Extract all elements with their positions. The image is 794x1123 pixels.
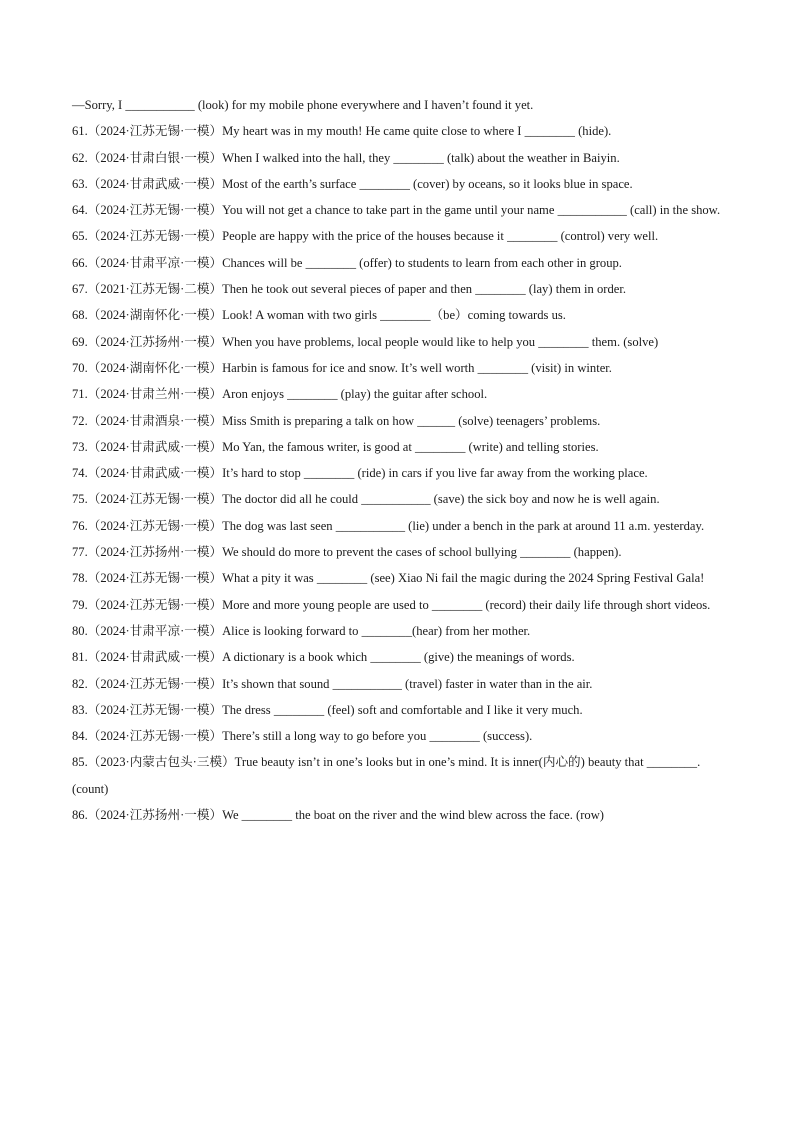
- exercise-item-68: 68.（2024·湖南怀化·一模）Look! A woman with two girls ________（be）coming towards us.: [72, 308, 566, 323]
- exercise-item-66: 66.（2024·甘肃平凉·一模）Chances will be ________ (offer) to students to learn from each other in group.: [72, 255, 622, 270]
- exercise-item-70: 70.（2024·湖南怀化·一模）Harbin is famous for ice and snow. It’s well worth ________ (visit) in winter.: [72, 360, 612, 375]
- exercise-item-83: 83.（2024·江苏无锡·一模）The dress ________ (feel) soft and comfortable and I like it very much.: [72, 702, 583, 717]
- exercise-item-80: 80.（2024·甘肃平凉·一模）Alice is looking forward to ________(hear) from her mother.: [72, 623, 531, 638]
- exercise-item-73: 73.（2024·甘肃武威·一模）Mo Yan, the famous writer, is good at ________ (write) and telling stories.: [72, 439, 599, 454]
- exercise-item-74: 74.（2024·甘肃武威·一模）It’s hard to stop ________ (ride) in cars if you live far away from the working place.: [72, 466, 648, 481]
- exercise-item-76: 76.（2024·江苏无锡·一模）The dog was last seen ___________ (lie) under a bench in the park at around 11 a.m. yesterday.: [72, 518, 705, 533]
- exercise-item-77: 77.（2024·江苏扬州·一模）We should do more to prevent the cases of school bullying ________ (happen).: [72, 545, 622, 560]
- exercise-line: —Sorry, I ___________ (look) for my mobile phone everywhere and I haven’t found it yet.: [72, 98, 534, 112]
- exercise-item-63: 63.（2024·甘肃武威·一模）Most of the earth’s surface ________ (cover) by oceans, so it looks blue in space.: [72, 176, 633, 191]
- exercise-item-82: 82.（2024·江苏无锡·一模）It’s shown that sound ___________ (travel) faster in water than in the air.: [72, 676, 593, 691]
- exercise-item-85: 85.（2023·内蒙古包头·三模）True beauty isn’t in one’s looks but in one’s mind. It is inner(内心的) beauty that ________. (count): [72, 755, 701, 796]
- exercise-item-86: 86.（2024·江苏扬州·一模）We ________ the boat on the river and the wind blew across the face. (row): [72, 808, 604, 823]
- exercise-item-65: 65.（2024·江苏无锡·一模）People are happy with the price of the houses because it ________ (control) very well.: [72, 229, 659, 244]
- exercise-item-72: 72.（2024·甘肃酒泉·一模）Miss Smith is preparing a talk on how ______ (solve) teenagers’ problems.: [72, 413, 601, 428]
- exercise-item-64: 64.（2024·江苏无锡·一模）You will not get a chance to take part in the game until your name ___________ (call) in the show.: [72, 203, 721, 218]
- exercise-item-71: 71.（2024·甘肃兰州·一模）Aron enjoys ________ (play) the guitar after school.: [72, 387, 488, 402]
- exercise-list: [72, 92, 732, 828]
- exercise-item-62: 62.（2024·甘肃白银·一模）When I walked into the hall, they ________ (talk) about the weather in Baiyin.: [72, 150, 620, 165]
- exercise-item-69: 69.（2024·江苏扬州·一模）When you have problems, local people would like to help you ________ them. (solve): [72, 334, 659, 349]
- exercise-item-81: 81.（2024·甘肃武威·一模）A dictionary is a book which ________ (give) the meanings of words.: [72, 650, 575, 665]
- exercise-item-75: 75.（2024·江苏无锡·一模）The doctor did all he could ___________ (save) the sick boy and now he is well again.: [72, 492, 660, 507]
- exercise-item-79: 79.（2024·江苏无锡·一模）More and more young people are used to ________ (record) their daily life through short videos.: [72, 597, 711, 612]
- exercise-item-84: 84.（2024·江苏无锡·一模）There’s still a long way to go before you ________ (success).: [72, 729, 533, 744]
- exercise-item-78: 78.（2024·江苏无锡·一模）What a pity it was ________ (see) Xiao Ni fail the magic during the 2024 Spring Festival Gala!: [72, 571, 705, 586]
- exercise-item-67: 67.（2021·江苏无锡·二模）Then he took out several pieces of paper and then ________ (lay) them in order.: [72, 282, 626, 297]
- exercise-item-61: 61.（2024·江苏无锡·一模）My heart was in my mouth! He came quite close to where I ________ (hide).: [72, 124, 612, 139]
